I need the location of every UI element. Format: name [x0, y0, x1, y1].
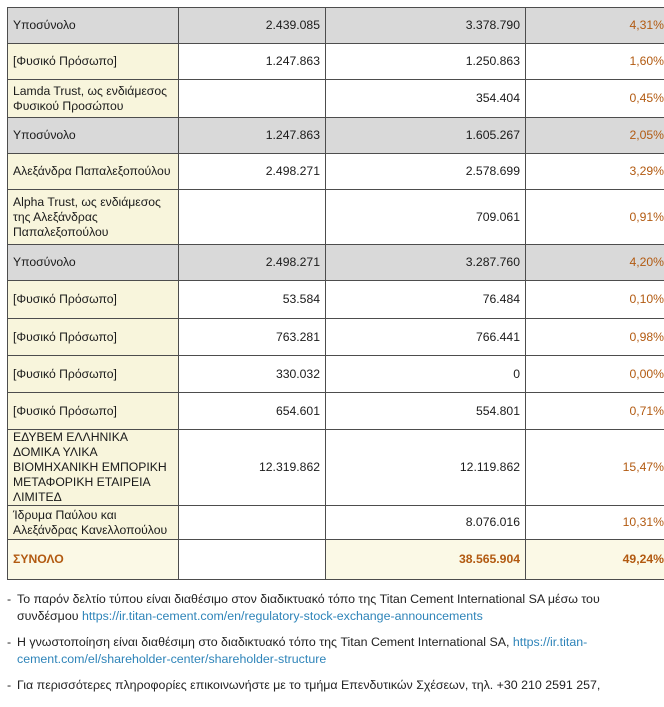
subtotal-row	[8, 118, 664, 154]
value-before: 1.247.863	[179, 44, 326, 80]
holder-name: [Φυσικό Πρόσωπο]	[8, 356, 179, 393]
note-item	[7, 591, 658, 625]
percentage: 0,00%	[526, 356, 664, 393]
percentage: 0,98%	[526, 319, 664, 356]
value-after: 12.119.862	[326, 430, 526, 506]
value-before: 2.439.085	[179, 8, 326, 44]
note-bullet: -	[7, 635, 12, 649]
percentage: 49,24%	[526, 540, 664, 580]
holder-name: Υποσύνολο	[8, 118, 179, 154]
table-row	[8, 393, 664, 430]
value-before: 654.601	[179, 393, 326, 430]
value-after: 709.061	[326, 190, 526, 245]
percentage: 1,60%	[526, 44, 664, 80]
table-row	[8, 319, 664, 356]
value-before	[179, 540, 326, 580]
value-after: 8.076.016	[326, 506, 526, 540]
value-after: 3.287.760	[326, 245, 526, 281]
holder-name: Alpha Trust, ως ενδιάμεσος της Αλεξάνδρας Παπαλεξοπούλου	[8, 190, 179, 245]
value-before: 53.584	[179, 281, 326, 319]
percentage: 10,31%	[526, 506, 664, 540]
note-text: Το παρόν δελτίο τύπου είναι διαθέσιμο στον διαδικτυακό τόπο της Titan Cement International SA μέσω του συνδέσμου	[17, 592, 600, 623]
percentage: 15,47%	[526, 430, 664, 506]
value-after: 766.441	[326, 319, 526, 356]
holder-name: Lamda Trust, ως ενδιάμεσος Φυσικού Προσώπου	[8, 80, 179, 118]
holder-name: [Φυσικό Πρόσωπο]	[8, 44, 179, 80]
total-row	[8, 540, 664, 580]
percentage: 0,45%	[526, 80, 664, 118]
value-after: 554.801	[326, 393, 526, 430]
subtotal-row	[8, 8, 664, 44]
value-after: 354.404	[326, 80, 526, 118]
holder-name: [Φυσικό Πρόσωπο]	[8, 281, 179, 319]
percentage: 4,31%	[526, 8, 664, 44]
value-after: 76.484	[326, 281, 526, 319]
subtotal-row	[8, 245, 664, 281]
note-text: Για περισσότερες πληροφορίες επικοινωνήστε με το τμήμα Επενδυτικών Σχέσεων, τηλ. +30 210 2591 257,	[17, 678, 601, 692]
holder-name: Αλεξάνδρα Παπαλεξοπούλου	[8, 154, 179, 190]
holder-name: Υποσύνολο	[8, 8, 179, 44]
note-bullet: -	[7, 592, 12, 606]
table-row	[8, 430, 664, 506]
shareholding-table	[7, 7, 664, 580]
value-before: 330.032	[179, 356, 326, 393]
holder-name: Ίδρυμα Παύλου και Αλεξάνδρας Κανελλοπούλου	[8, 506, 179, 540]
percentage: 2,05%	[526, 118, 664, 154]
table-row	[8, 190, 664, 245]
value-after: 0	[326, 356, 526, 393]
table-row	[8, 281, 664, 319]
table-row	[8, 154, 664, 190]
value-before	[179, 80, 326, 118]
value-after: 3.378.790	[326, 8, 526, 44]
holder-name: [Φυσικό Πρόσωπο]	[8, 393, 179, 430]
value-after: 1.250.863	[326, 44, 526, 80]
percentage: 0,91%	[526, 190, 664, 245]
table-row	[8, 506, 664, 540]
value-before: 12.319.862	[179, 430, 326, 506]
value-after: 1.605.267	[326, 118, 526, 154]
percentage: 3,29%	[526, 154, 664, 190]
value-before	[179, 506, 326, 540]
note-item	[7, 677, 658, 694]
table-row	[8, 356, 664, 393]
value-before: 2.498.271	[179, 245, 326, 281]
table-row	[8, 44, 664, 80]
notes-section	[7, 591, 658, 703]
note-text: Η γνωστοποίηση είναι διαθέσιμη στο διαδικτυακό τόπο της Titan Cement International SA,	[17, 635, 513, 649]
percentage: 4,20%	[526, 245, 664, 281]
value-before: 763.281	[179, 319, 326, 356]
table-row	[8, 80, 664, 118]
note-bullet: -	[7, 678, 12, 692]
note-link[interactable]: https://ir.titan-cement.com/en/regulatory-stock-exchange-announcements	[81, 609, 483, 623]
value-before: 2.498.271	[179, 154, 326, 190]
holder-name: Υποσύνολο	[8, 245, 179, 281]
percentage: 0,10%	[526, 281, 664, 319]
value-before: 1.247.863	[179, 118, 326, 154]
value-after: 38.565.904	[326, 540, 526, 580]
holder-name: [Φυσικό Πρόσωπο]	[8, 319, 179, 356]
note-item	[7, 634, 658, 668]
holder-name: ΕΔΥΒΕΜ ΕΛΛΗΝΙΚΑ ΔΟΜΙΚΑ ΥΛΙΚΑ ΒΙΟΜΗΧΑΝΙΚΗ ΕΜΠΟΡΙΚΗ ΜΕΤΑΦΟΡΙΚΗ ΕΤΑΙΡΕΙΑ ΛΙΜΙΤΕΔ	[8, 430, 179, 506]
percentage: 0,71%	[526, 393, 664, 430]
value-after: 2.578.699	[326, 154, 526, 190]
note-link[interactable]: https://ir.titan-cement.com/el/shareholder-center/shareholder-structure	[17, 635, 588, 666]
holder-name: ΣΥΝΟΛΟ	[8, 540, 179, 580]
value-before	[179, 190, 326, 245]
